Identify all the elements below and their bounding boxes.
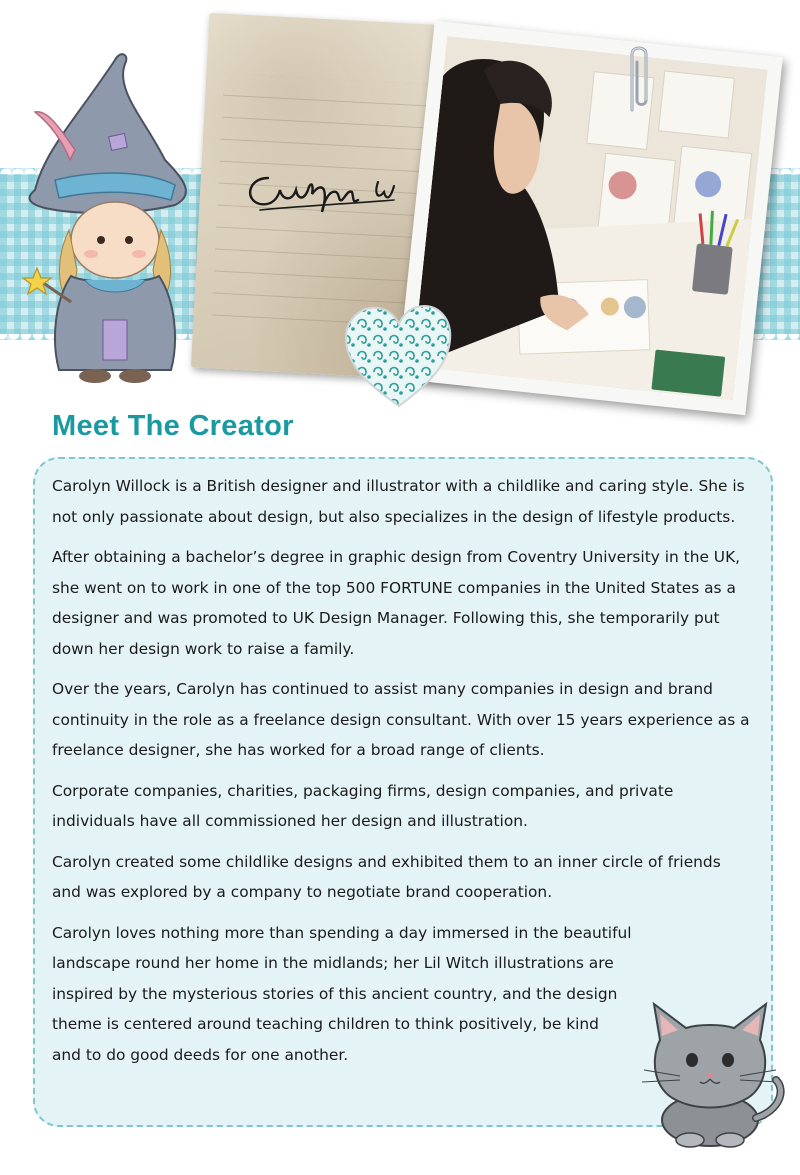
- bio-text: [52, 471, 752, 1080]
- signature-image: [238, 160, 418, 220]
- bio-paragraph: Over the years, Carolyn has continued to assist many companies in design and brand continuity in the role as a freelance design consultant. With over 15 years experience as a freelance designer, she has worked for a broad range of clients.: [52, 680, 750, 759]
- bio-paragraph: Carolyn Willock is a British designer and illustrator with a childlike and caring style. She is not only passionate about design, but also specializes in the design of lifestyle products.: [52, 477, 745, 526]
- creator-photo: [413, 36, 768, 400]
- cat-illustration: [620, 1000, 790, 1150]
- heart-icon: [340, 300, 458, 412]
- paperclip-icon: [624, 40, 654, 116]
- bio-paragraph: Carolyn created some childlike designs and exhibited them to an inner circle of friends and was explored by a company to negotiate brand cooperation.: [52, 852, 721, 901]
- bio-paragraph: After obtaining a bachelor’s degree in graphic design from Coventry University in the UK, she went on to work in one of the top 500 FORTUNE companies in the United States as a designer and was promoted to UK Design Manager. Following this, she temporarily put down her design work to raise a family.: [52, 548, 741, 658]
- witch-illustration: [15, 40, 205, 385]
- bio-paragraph: Carolyn loves nothing more than spending a day immersed in the beautiful landscape round her home in the midlands; her Lil Witch illustrations are inspired by the mysterious stories of this ancient country, and the design theme is centered around teaching children to think positively, be kind and to do good deeds for one another.: [52, 923, 632, 1064]
- page-title: Meet The Creator: [52, 410, 294, 442]
- bio-paragraph: Corporate companies, charities, packaging firms, design companies, and private individuals have all commissioned her design and illustration.: [52, 781, 674, 830]
